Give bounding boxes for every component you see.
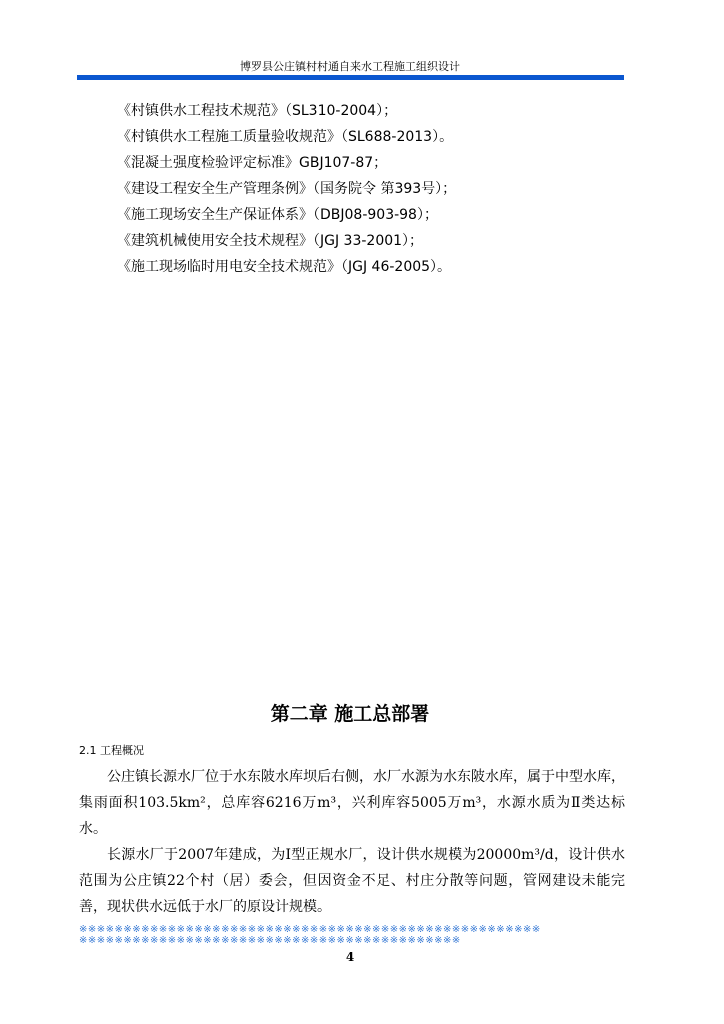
reference-item: 《建筑机械使用安全技术规程》（JGJ 33-2001）；	[117, 233, 424, 249]
footer-decor-line: ※※※※※※※※※※※※※※※※※※※※※※※※※※※※※※※※※※※※※※※※※※※	[79, 935, 461, 946]
running-header: 博罗县公庄镇村村通自来水工程施工组织设计	[240, 60, 460, 73]
reference-list	[117, 98, 637, 280]
footer-decor-line: ※※※※※※※※※※※※※※※※※※※※※※※※※※※※※※※※※※※※※※※※※※※※※※※※※※※※	[79, 924, 541, 935]
reference-item: 《施工现场临时用电安全技术规范》（JGJ 46-2005）。	[117, 259, 452, 275]
body-paragraph: 长源水厂于2007年建成，为Ⅰ型正规水厂，设计供水规模为20000m³/d，设计供水范围为公庄镇22个村（居）委会，但因资金不足、村庄分散等问题，管网建设未能完善，现状供水远低于水厂的原设计规模。	[79, 847, 625, 915]
footer-decorative-rule	[79, 924, 625, 946]
header-rule	[77, 75, 624, 80]
chapter-title: 第二章 施工总部署	[270, 703, 430, 725]
section-heading: 2.1 工程概况	[79, 744, 144, 757]
reference-item: 《村镇供水工程施工质量验收规范》（SL688-2013）。	[117, 129, 454, 145]
reference-item: 《村镇供水工程技术规范》（SL310-2004）；	[117, 103, 398, 119]
page-number: 4	[345, 950, 355, 964]
reference-item: 《建设工程安全生产管理条例》（国务院令 第393号）；	[117, 181, 457, 197]
body-paragraph: 公庄镇长源水厂位于水东陂水库坝后右侧，水厂水源为水东陂水库，属于中型水库，集雨面积103.5km²，总库容6216万m³，兴利库容5005万m³，水源水质为Ⅱ类达标水。	[79, 769, 625, 837]
section-body	[79, 764, 625, 920]
reference-item: 《混凝土强度检验评定标准》GBJ107-87；	[117, 155, 388, 171]
reference-item: 《施工现场安全生产保证体系》（DBJ08-903-98）；	[117, 207, 438, 223]
